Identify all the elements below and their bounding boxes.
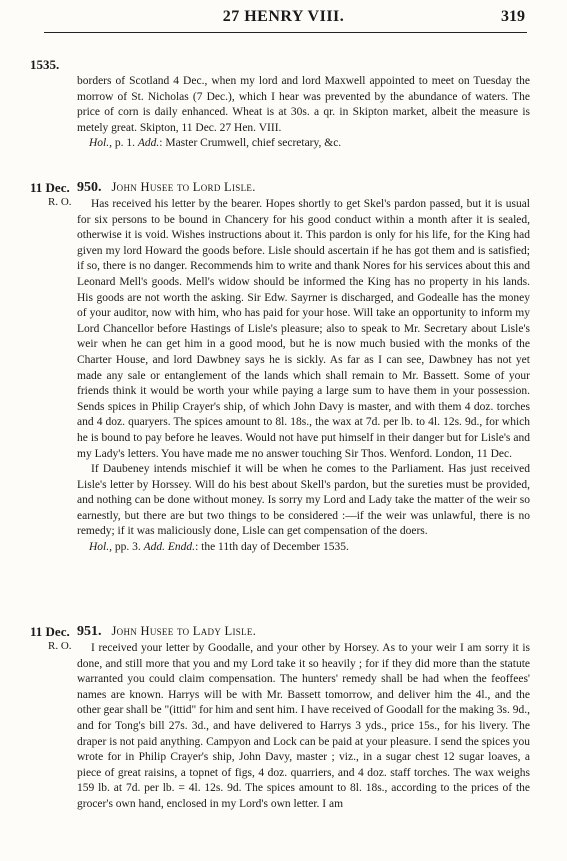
continuation-text: borders of Scotland 4 Dec., when my lord and lord Maxwell appointed to meet on Tuesday the morrow of St. Nicholas (7 Dec.), which I hear was prevented by the abundance of waters. The price of corn is daily enhanced. Wheat is at 30s. a qr. in Skipton market, albeit the measure is metely great. Skipton, 11 Dec. 27 Hen. VIII. bbox=[77, 75, 530, 134]
entry-source: R. O. bbox=[48, 640, 72, 652]
entry-951 bbox=[77, 623, 530, 813]
entry-note bbox=[77, 540, 530, 556]
note-hol: Hol., bbox=[89, 137, 112, 150]
note-pages: p. 1. bbox=[114, 137, 135, 150]
note-add: Add. Endd. bbox=[143, 541, 196, 554]
entry-title: John Husee to Lady Lisle. bbox=[111, 624, 257, 638]
entry-date: 11 Dec. bbox=[30, 180, 70, 195]
note-rest: : Master Crumwell, chief secretary, &c. bbox=[159, 137, 342, 150]
entry-950 bbox=[77, 179, 530, 556]
note-add: Add. bbox=[137, 137, 160, 150]
note-rest: : the 11th day of December 1535. bbox=[195, 541, 349, 554]
page-header bbox=[0, 6, 567, 36]
year-marker bbox=[30, 57, 92, 73]
page-number: 319 bbox=[501, 8, 525, 25]
entry-heading bbox=[77, 623, 530, 640]
note-hol: Hol., bbox=[89, 541, 112, 554]
entry-date: 11 Dec. bbox=[30, 624, 70, 639]
header-rule bbox=[44, 32, 527, 33]
entry-paragraph: If Daubeney intends mischief it will be when he comes to the Parliament. Has just received Lisle's letter by Horssey. Will do his best about Skell's pardon, but the sureties must be provided, and nothing can be done without money. Is sorry my Lord and Lady take the matter of the weir so earnestly, but there are but two things to be considered :—if the weir was unlawful, there is no remedy; if it was maliciously done, Lisle can get compensation of the doers. bbox=[77, 463, 530, 538]
entry-paragraph: I received your letter by Goodalle, and your other by Horsey. As to your weir I am sorry it is done, and still more that you and my Lord take it so heavily ; for if they did more than the statute warranted you could claim compensation. The hunters' remedy shall be had when the feoffees' names are known. Harrys will be with Mr. Bassett tomorrow, and deliver him the 4l., and the other gear shall be "(ittid" for him and sent him. I have received of Goodall for the making 3s. 9d., and for Tong's bill 27s. 3d., and have delivered to Harrys 3 yds., price 15s., for his livery. The draper is not paid anything. Campyon and Lock can be paid at your pleasure. I send the spices you wrote for in Philip Crayer's ship, John Davy, master ; viz., in a sugar chest 12 sugar loaves, a piece of great raisins, a topnet of figs, 4 doz. quarriers, and 4 doz. staff torches. The wax weighs 159 lb. at 7d. per lb. = 4l. 12s. 9d. The spices amount to 8l. 18s., according to the prices of the grocer's own hand, enclosed in my Lord's own letter. I am bbox=[77, 642, 530, 810]
entry-heading bbox=[77, 179, 530, 196]
note-pages: pp. 3. bbox=[114, 541, 141, 554]
entry-number: 950. bbox=[77, 180, 102, 195]
entry-source: R. O. bbox=[48, 196, 72, 208]
entry-paragraph: Has received his letter by the bearer. Hopes shortly to get Skel's pardon passed, but it is usual for six persons to be bound in Chancery for his good conduct within a month after it is sealed, otherwise it is void. Wishes instructions about it. This pardon is only for his life, for the King had given my lord Howard the goods before. Lisle should ascertain if he has got them and is satisfied; if so, there is no danger. Recommends him to write and thank Nores for his services about this and Leonard Mell's goods. Mell's widow should be informed the King has no property in his lands. His goods are not worth the asking. Sir Edw. Sayrner is discharged, and Godealle has the money of your auditor, now with him, who has paid for your hose. Will take an opportunity to inform my Lord Chancellor before Hastings of Lisle's pleasure; also to speak to Mr. Secretary about Lisle's weir when he can get him in a good mood, but he is now much busied with the monks of the Charter House, and lord Dawbney says he is sickly. As far as I can see, Dawbney has not yet made any sale or entanglement of the lands which shall remain to Mr. Bassett. Some of your friends think it would be worth your while paying a large sum to have them in your possession. Sends spices in Philip Crayer's ship, of which John Davy is master, and with them 4 doz. torches and 4 doz. quaryers. The spices amount to 8l. 18s., the wax at 7d. per lb. to 4l. 12s. 9d., for which he is bound to pay before he leaves. Would not have put himself in their danger but for Lisle's and my Lady's letters. You have made me no answer touching Sir Thos. Wenford. London, 11 Dec. bbox=[77, 198, 530, 460]
library-stamp-watermark bbox=[541, 540, 561, 690]
year-label: 1535. bbox=[30, 57, 60, 72]
running-title: 27 HENRY VIII. bbox=[222, 8, 345, 25]
entry-number: 951. bbox=[77, 624, 102, 639]
continuation-note bbox=[77, 136, 530, 152]
continuation-block bbox=[77, 74, 530, 152]
entry-title: John Husee to Lord Lisle. bbox=[111, 180, 256, 194]
